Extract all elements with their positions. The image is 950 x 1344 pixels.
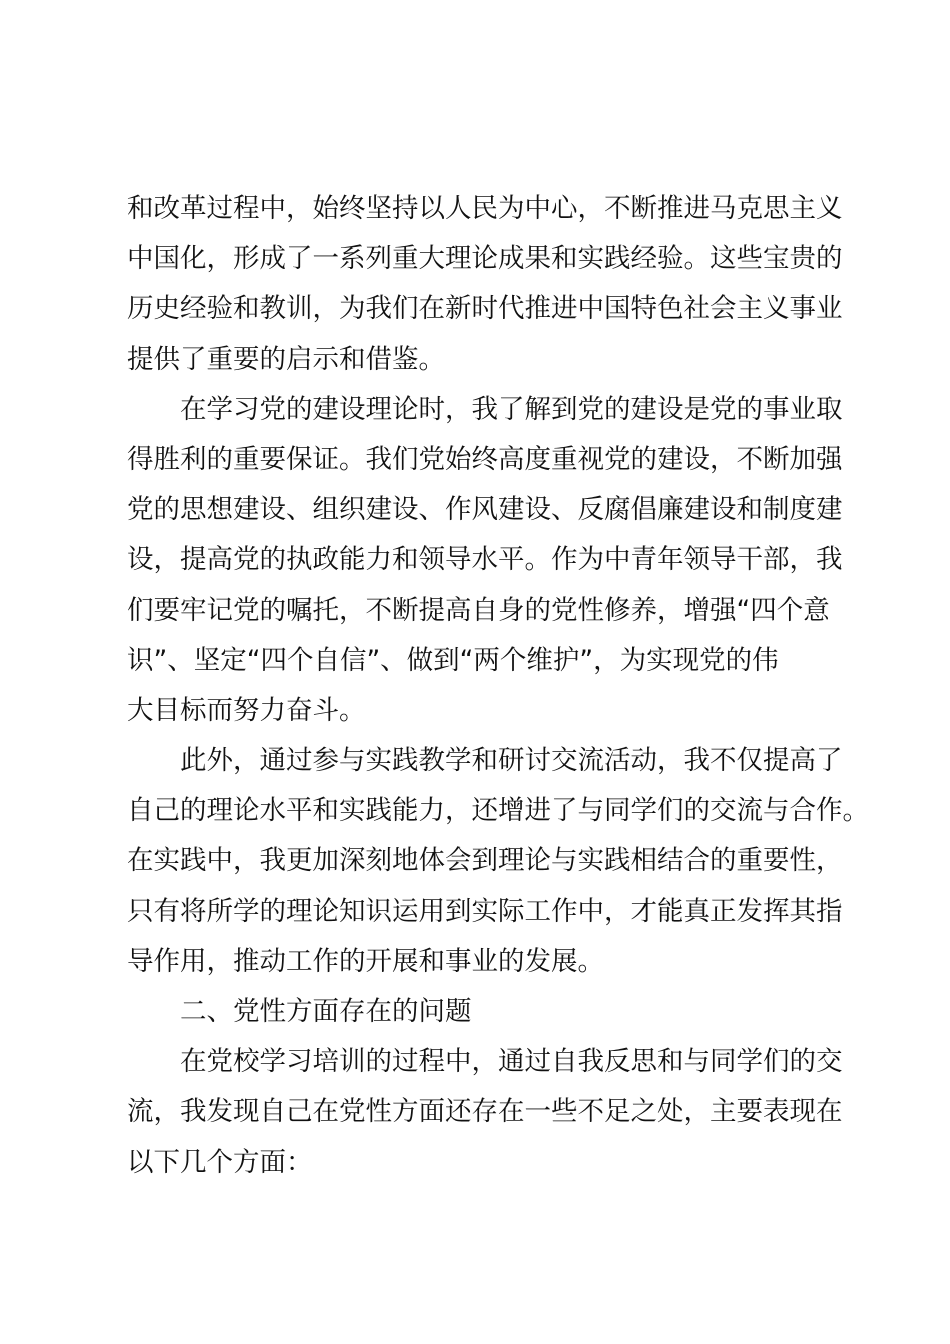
paragraph-first-line: 在党校学习培训的过程中，通过自我反思和与同学们的交 (180, 1046, 843, 1078)
text-line: 大目标而努力奋斗。 (127, 694, 366, 726)
text-line: 得胜利的重要保证。我们党始终高度重视党的建设，不断加强 (127, 443, 843, 475)
text-line: 以下几个方面： (127, 1146, 313, 1178)
section-heading: 二、党性方面存在的问题 (180, 996, 472, 1027)
text-line: 在实践中，我更加深刻地体会到理论与实践相结合的重要性， (127, 845, 843, 877)
paragraph-first-line: 在学习党的建设理论时，我了解到党的建设是党的事业取 (180, 393, 843, 425)
text-line: 历史经验和教训，为我们在新时代推进中国特色社会主义事业 (127, 293, 843, 325)
document-body (127, 184, 869, 1188)
text-line: 识”、坚定“四个自信”、做到“两个维护”，为实现党的伟 (127, 644, 779, 676)
text-line: 流，我发现自己在党性方面还存在一些不足之处，主要表现在 (127, 1096, 843, 1128)
text-line: 们要牢记党的嘱托，不断提高自身的党性修养，增强“四个意 (127, 594, 830, 626)
text-line: 党的思想建设、组织建设、作风建设、反腐倡廉建设和制度建 (127, 494, 843, 526)
text-line: 只有将所学的理论知识运用到实际工作中，才能真正发挥其指 (127, 895, 843, 927)
text-line: 提供了重要的启示和借鉴。 (127, 343, 445, 375)
paragraph-first-line: 此外，通过参与实践教学和研讨交流活动，我不仅提高了 (180, 745, 843, 777)
text-line: 设，提高党的执政能力和领导水平。作为中青年领导干部，我 (127, 544, 843, 576)
text-line: 中国化，形成了一系列重大理论成果和实践经验。这些宝贵的 (127, 243, 843, 275)
text-line: 导作用，推动工作的开展和事业的发展。 (127, 945, 604, 977)
text-line: 自己的理论水平和实践能力，还增进了与同学们的交流与合作。 (127, 795, 869, 827)
text-line: 和改革过程中，始终坚持以人民为中心，不断推进马克思主义 (127, 193, 843, 224)
